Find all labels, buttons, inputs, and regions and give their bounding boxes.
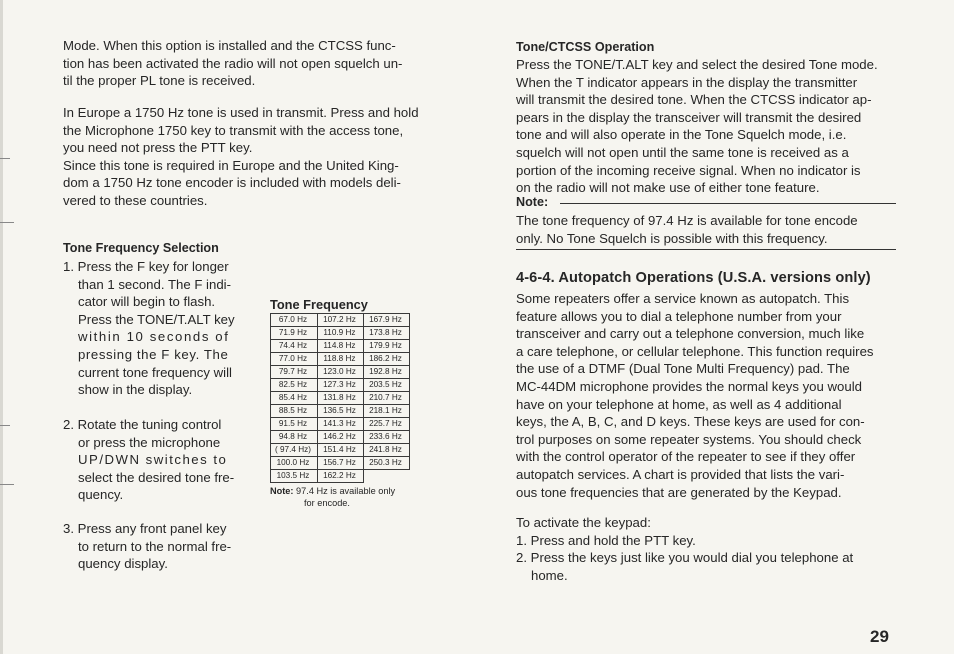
text-line: squelch will not open until the same tone is received as a xyxy=(516,144,849,160)
text-line: UP/DWN switches to xyxy=(78,452,228,468)
frequency-row xyxy=(271,444,410,457)
tone-frequency-table xyxy=(270,313,410,483)
text-line: than 1 second. The F indi- xyxy=(78,276,231,292)
frequency-cell: 162.2 Hz xyxy=(317,470,363,483)
frequency-row xyxy=(271,379,410,392)
frequency-cell: 127.3 Hz xyxy=(317,379,363,392)
text-line: In Europe a 1750 Hz tone is used in transmit. Press and hold xyxy=(63,105,419,120)
text-line: cator will begin to flash. xyxy=(78,294,216,310)
text-line: 3. Press any front panel key xyxy=(63,521,227,536)
frequency-row xyxy=(271,340,410,353)
europe-paragraph xyxy=(63,104,448,210)
frequency-cell: 74.4 Hz xyxy=(271,340,318,353)
autopatch-paragraph xyxy=(516,290,896,501)
autopatch-heading: 4-6-4. Autopatch Operations (U.S.A. versions only) xyxy=(516,270,871,286)
frequency-cell: 82.5 Hz xyxy=(271,379,318,392)
frequency-row xyxy=(271,327,410,340)
frequency-cell: 91.5 Hz xyxy=(271,418,318,431)
tone-ctcss-paragraph xyxy=(516,56,896,197)
frequency-row xyxy=(271,353,410,366)
frequency-cell xyxy=(363,470,409,483)
table-note xyxy=(270,485,445,509)
frequency-cell: 79.7 Hz xyxy=(271,366,318,379)
frequency-cell: 131.8 Hz xyxy=(317,392,363,405)
text-line: tone and will also operate in the Tone Squelch mode, i.e. xyxy=(516,127,847,143)
text-line: The tone frequency of 97.4 Hz is available for tone encode xyxy=(516,213,858,228)
margin-tick xyxy=(0,222,14,223)
text-line: the Microphone 1750 key to transmit with the access tone, xyxy=(63,122,404,138)
frequency-cell: 241.8 Hz xyxy=(363,444,409,457)
frequency-cell: 136.5 Hz xyxy=(317,405,363,418)
note-paragraph xyxy=(516,212,900,247)
frequency-cell: 100.0 Hz xyxy=(271,457,318,470)
frequency-row xyxy=(271,314,410,327)
text-line: When the T indicator appears in the display the transmitter xyxy=(516,74,858,90)
text-line: you need not press the PTT key. xyxy=(63,140,253,156)
text-line: til the proper PL tone is received. xyxy=(63,73,256,89)
frequency-cell: 67.0 Hz xyxy=(271,314,318,327)
activate-keypad xyxy=(516,514,896,584)
frequency-cell: 233.6 Hz xyxy=(363,431,409,444)
text-line: dom a 1750 Hz tone encoder is included with models deli- xyxy=(63,175,401,191)
frequency-cell: 71.9 Hz xyxy=(271,327,318,340)
activate-step: 2. Press the keys just like you would dial you telephone at xyxy=(516,550,854,566)
activate-intro: To activate the keypad: xyxy=(516,515,651,530)
text-line: pressing the F key. The xyxy=(78,346,229,362)
frequency-cell: 110.9 Hz xyxy=(317,327,363,340)
frequency-row xyxy=(271,431,410,444)
step-3 xyxy=(63,520,253,573)
frequency-cell: 85.4 Hz xyxy=(271,392,318,405)
text-line: a care telephone, or cellular telephone. This function requires xyxy=(516,343,874,359)
frequency-cell: 186.2 Hz xyxy=(363,353,409,366)
table-note-label: Note: xyxy=(270,486,294,496)
tone-frequency-table-title: Tone Frequency xyxy=(270,297,368,312)
table-note-text-cont: for encode. xyxy=(304,498,350,508)
frequency-row xyxy=(271,470,410,483)
frequency-cell: 141.3 Hz xyxy=(317,418,363,431)
frequency-cell: 118.8 Hz xyxy=(317,353,363,366)
text-line: quency display. xyxy=(78,556,168,572)
text-line: pears in the display the transceiver will transmit the desired xyxy=(516,109,862,125)
text-line: portion of the incoming receive signal. When no indicator is xyxy=(516,162,861,178)
note-rule xyxy=(560,203,896,204)
text-line: or press the microphone xyxy=(78,434,221,450)
text-line: MC-44DM microphone provides the normal keys you would xyxy=(516,378,862,394)
frequency-cell: 250.3 Hz xyxy=(363,457,409,470)
frequency-cell: 218.1 Hz xyxy=(363,405,409,418)
frequency-row xyxy=(271,418,410,431)
frequency-cell: 123.0 Hz xyxy=(317,366,363,379)
text-line: with the control operator of the repeater to see if they offer xyxy=(516,449,856,465)
text-line: feature allows you to dial a telephone number from your xyxy=(516,308,842,324)
text-line: will transmit the desired tone. When the CTCSS indicator ap- xyxy=(516,92,872,108)
text-line: trol purposes on some repeater systems. You should check xyxy=(516,431,862,447)
tone-ctcss-heading: Tone/CTCSS Operation xyxy=(516,40,655,54)
frequency-cell: 94.8 Hz xyxy=(271,431,318,444)
step-1 xyxy=(63,258,253,399)
frequency-cell: 88.5 Hz xyxy=(271,405,318,418)
text-line: show in the display. xyxy=(78,382,193,398)
frequency-cell: 167.9 Hz xyxy=(363,314,409,327)
frequency-cell: 103.5 Hz xyxy=(271,470,318,483)
text-line: Press the TONE/T.ALT key xyxy=(78,311,235,327)
text-line: the use of a DTMF (Dual Tone Multi Frequency) pad. The xyxy=(516,361,850,377)
frequency-grid xyxy=(270,313,410,483)
frequency-cell: 203.5 Hz xyxy=(363,379,409,392)
text-line: ous tone frequencies that are generated by the Keypad. xyxy=(516,484,842,500)
note-label: Note: xyxy=(516,195,549,209)
text-line: tion has been activated the radio will not open squelch un- xyxy=(63,55,403,71)
frequency-row xyxy=(271,392,410,405)
frequency-cell: 210.7 Hz xyxy=(363,392,409,405)
frequency-cell: 151.4 Hz xyxy=(317,444,363,457)
text-line: vered to these countries. xyxy=(63,192,208,208)
text-line: 2. Rotate the tuning control xyxy=(63,417,222,432)
text-line: have on your telephone at home, as well as 4 additional xyxy=(516,396,842,412)
text-line: current tone frequency will xyxy=(78,364,232,380)
text-line: 1. Press the F key for longer xyxy=(63,259,229,274)
text-line: Mode. When this option is installed and the CTCSS func- xyxy=(63,38,396,53)
frequency-cell: 225.7 Hz xyxy=(363,418,409,431)
text-line: select the desired tone fre- xyxy=(78,469,235,485)
intro-paragraph xyxy=(63,37,443,90)
step-2 xyxy=(63,416,253,504)
table-note-text: 97.4 Hz is available only xyxy=(296,486,396,496)
text-line: on the radio will not make use of either tone feature. xyxy=(516,180,820,196)
tone-frequency-selection-heading: Tone Frequency Selection xyxy=(63,241,219,255)
frequency-cell: 114.8 Hz xyxy=(317,340,363,353)
text-line: to return to the normal fre- xyxy=(78,538,232,554)
frequency-row xyxy=(271,405,410,418)
frequency-cell: 146.2 Hz xyxy=(317,431,363,444)
activate-step: 1. Press and hold the PTT key. xyxy=(516,532,696,548)
margin-tick xyxy=(0,484,14,485)
frequency-cell: 77.0 Hz xyxy=(271,353,318,366)
text-line: transceiver and carry out a telephone conversion, much like xyxy=(516,326,865,342)
text-line: only. No Tone Squelch is possible with this frequency. xyxy=(516,230,828,246)
margin-tick xyxy=(0,425,10,426)
text-line: quency. xyxy=(78,487,124,503)
text-line: autopatch services. A chart is provided that lists the vari- xyxy=(516,466,845,482)
text-line: keys, the A, B, C, and D keys. These keys are used for con- xyxy=(516,414,865,430)
frequency-cell: 107.2 Hz xyxy=(317,314,363,327)
text-line: Press the TONE/T.ALT key and select the desired Tone mode. xyxy=(516,57,878,72)
frequency-cell: ( 97.4 Hz) xyxy=(271,444,318,457)
frequency-cell: 179.9 Hz xyxy=(363,340,409,353)
margin-tick xyxy=(0,158,10,159)
page-number: 29 xyxy=(870,627,889,646)
frequency-row xyxy=(271,457,410,470)
text-line: within 10 seconds of xyxy=(78,329,230,345)
frequency-cell: 192.8 Hz xyxy=(363,366,409,379)
text-line: Some repeaters offer a service known as autopatch. This xyxy=(516,291,850,306)
text-line: Since this tone is required in Europe and the United King- xyxy=(63,157,399,173)
frequency-cell: 156.7 Hz xyxy=(317,457,363,470)
frequency-cell: 173.8 Hz xyxy=(363,327,409,340)
note-bottom-rule xyxy=(516,249,896,250)
frequency-row xyxy=(271,366,410,379)
activate-step-cont: home. xyxy=(531,567,568,583)
